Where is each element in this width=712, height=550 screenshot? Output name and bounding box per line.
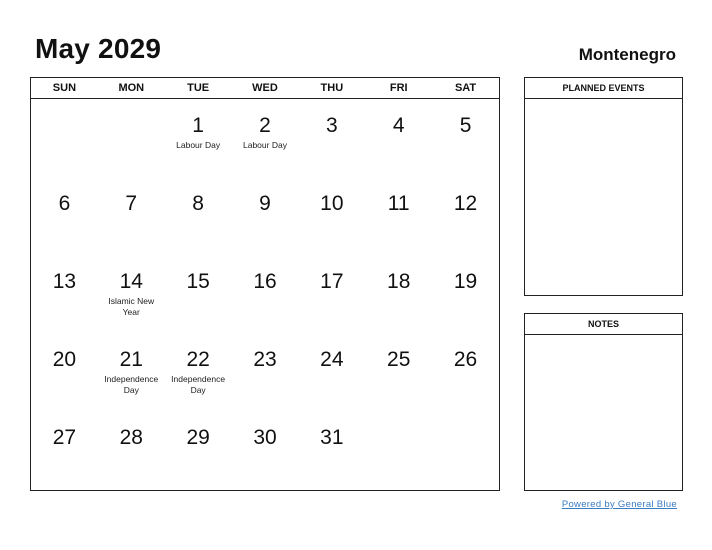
day-number: 21 — [119, 348, 143, 371]
day-number: 23 — [253, 348, 277, 371]
day-cell[interactable] — [98, 333, 165, 411]
day-cell[interactable] — [31, 177, 98, 255]
day-number: 22 — [186, 348, 210, 371]
weekday-wed: WED — [252, 82, 278, 94]
day-cell[interactable] — [31, 333, 98, 411]
day-number: 11 — [387, 192, 410, 215]
day-number: 27 — [52, 426, 77, 449]
day-cell[interactable] — [432, 177, 499, 255]
day-cell[interactable] — [432, 255, 499, 333]
day-number: 10 — [320, 192, 344, 215]
day-cell[interactable] — [31, 99, 98, 177]
day-number: 4 — [392, 114, 405, 137]
day-number: 25 — [387, 348, 411, 371]
day-cell[interactable] — [298, 255, 365, 333]
day-cell[interactable] — [432, 99, 499, 177]
holiday-label: Islamic New Year — [108, 296, 155, 317]
day-number: 5 — [459, 114, 472, 137]
planned-events-header: PLANNED EVENTS — [525, 78, 682, 99]
day-cell[interactable] — [98, 99, 165, 177]
notes-box[interactable] — [524, 313, 683, 491]
day-number: 14 — [119, 270, 143, 293]
day-number: 7 — [125, 192, 138, 215]
day-number: 24 — [320, 348, 344, 371]
day-cell[interactable] — [298, 333, 365, 411]
day-number: 15 — [186, 270, 210, 293]
day-cell[interactable] — [98, 255, 165, 333]
day-cell[interactable] — [165, 255, 232, 333]
day-cell[interactable] — [165, 411, 232, 489]
holiday-label: Labour Day — [243, 140, 287, 150]
calendar-grid — [30, 77, 500, 491]
day-cell[interactable] — [298, 99, 365, 177]
country-label: Montenegro — [578, 45, 676, 64]
day-cell[interactable] — [165, 333, 232, 411]
day-number: 8 — [192, 192, 204, 215]
day-cell[interactable] — [232, 99, 299, 177]
holiday-label: Labour Day — [176, 140, 221, 150]
day-cell[interactable] — [365, 255, 432, 333]
holiday-label: Independence Day — [171, 374, 226, 395]
day-cell[interactable] — [165, 177, 232, 255]
day-number: 28 — [119, 426, 143, 449]
day-cell[interactable] — [165, 99, 232, 177]
day-cell[interactable] — [31, 411, 98, 489]
day-number: 2 — [259, 114, 271, 137]
weekday-tue: TUE — [187, 82, 210, 94]
day-number: 19 — [453, 270, 478, 293]
day-cell[interactable] — [98, 411, 165, 489]
day-number: 12 — [453, 192, 478, 215]
notes-header: NOTES — [525, 314, 682, 335]
day-number: 3 — [326, 114, 338, 137]
day-cell[interactable] — [232, 333, 299, 411]
day-cell[interactable] — [232, 255, 299, 333]
day-number: 16 — [253, 270, 277, 293]
day-number: 30 — [253, 426, 277, 449]
day-number: 31 — [320, 426, 344, 449]
holiday-label: Independence Day — [104, 374, 159, 395]
day-cell[interactable] — [298, 177, 365, 255]
weekday-thu: THU — [320, 82, 344, 94]
day-number: 17 — [320, 270, 344, 293]
planned-events-box[interactable] — [524, 77, 683, 296]
weekday-header-row — [31, 78, 499, 99]
day-cell[interactable] — [432, 411, 499, 489]
weeks-grid — [31, 99, 499, 489]
day-number: 26 — [453, 348, 478, 371]
day-number: 18 — [387, 270, 411, 293]
day-cell[interactable] — [31, 255, 98, 333]
weekday-fri: FRI — [389, 82, 408, 94]
weekday-sat: SAT — [454, 82, 477, 94]
powered-by-link[interactable]: Powered by General Blue — [561, 499, 677, 510]
day-cell[interactable] — [365, 99, 432, 177]
day-cell[interactable] — [432, 333, 499, 411]
day-cell[interactable] — [365, 333, 432, 411]
day-cell[interactable] — [298, 411, 365, 489]
day-number: 9 — [259, 192, 271, 215]
day-cell[interactable] — [365, 177, 432, 255]
month-title: May 2029 — [35, 33, 162, 64]
day-number: 20 — [52, 348, 77, 371]
day-number: 29 — [186, 426, 210, 449]
weekday-mon: MON — [118, 82, 145, 94]
day-cell[interactable] — [232, 411, 299, 489]
day-number: 6 — [58, 192, 71, 215]
day-cell[interactable] — [365, 411, 432, 489]
weekday-sun: SUN — [52, 82, 77, 94]
day-number: 1 — [192, 114, 204, 137]
day-cell[interactable] — [98, 177, 165, 255]
day-number: 13 — [52, 270, 77, 293]
day-cell[interactable] — [232, 177, 299, 255]
